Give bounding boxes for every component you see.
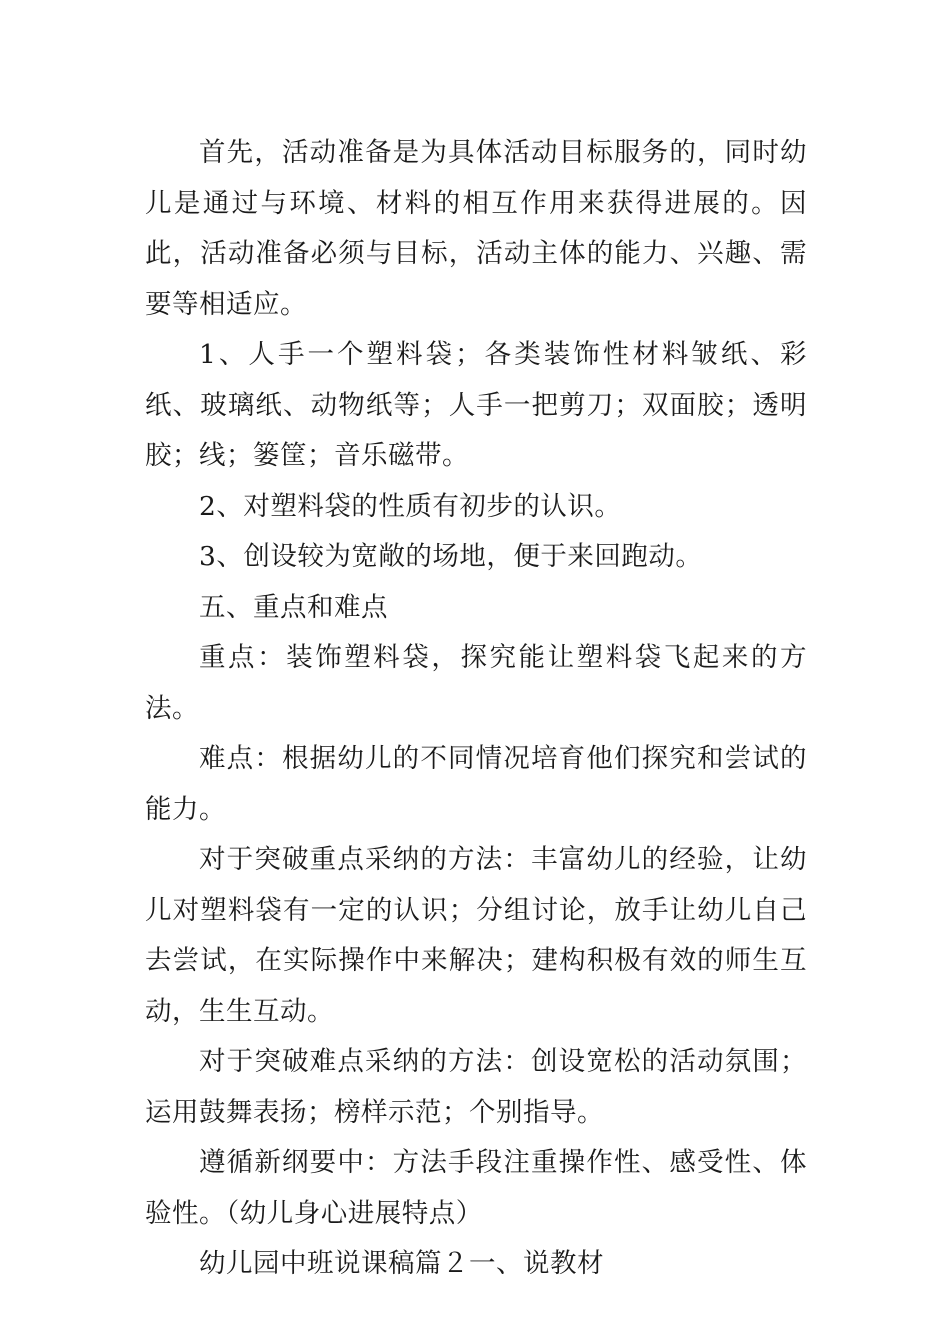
paragraph-difficult-point: 难点：根据幼儿的不同情况培育他们探究和尝试的能力。: [145, 743, 807, 825]
paragraph-guideline: 遵循新纲要中：方法手段注重操作性、感受性、体验性。（幼儿身心进展特点）: [145, 1147, 807, 1229]
section-heading-key-points: 五、重点和难点: [199, 591, 388, 623]
paragraph-key-point-methods: 对于突破重点采纳的方法：丰富幼儿的经验，让幼儿对塑料袋有一定的认识；分组讨论，放手让幼儿自己去尝试，在实际操作中来解决；建构积极有效的师生互动，生生互动。: [145, 844, 807, 1027]
paragraph-venue-preparation: 3、创设较为宽敞的场地，便于来回跑动。: [199, 541, 703, 572]
document-body: [145, 128, 807, 1290]
paragraph-difficult-point-methods: 对于突破难点采纳的方法：创设宽松的活动氛围；运用鼓舞表扬；榜样示范；个别指导。: [145, 1046, 807, 1128]
paragraph-activity-preparation: 首先，活动准备是为具体活动目标服务的，同时幼儿是通过与环境、材料的相互作用来获得进展的。因此，活动准备必须与目标，活动主体的能力、兴趣、需要等相适应。: [145, 137, 807, 320]
paragraph-next-section-title: 幼儿园中班说课稿篇２一、说教材: [199, 1248, 604, 1279]
paragraph-key-point: 重点：装饰塑料袋，探究能让塑料袋飞起来的方法。: [145, 642, 807, 724]
paragraph-knowledge-preparation: 2、对塑料袋的性质有初步的认识。: [199, 490, 622, 522]
paragraph-materials-list: 1、人手一个塑料袋；各类装饰性材料皱纸、彩纸、玻璃纸、动物纸等；人手一把剪刀；双面胶；透明胶；线；篓筐；音乐磁带。: [145, 339, 807, 471]
